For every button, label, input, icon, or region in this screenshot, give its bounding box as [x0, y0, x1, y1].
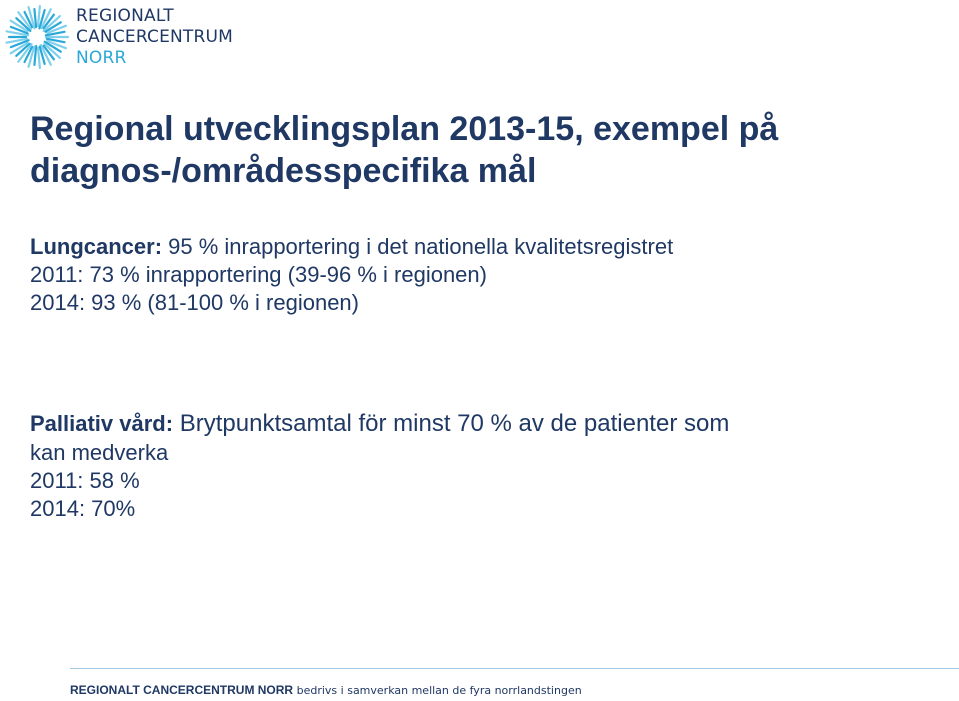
footer [70, 683, 582, 697]
sunburst-icon [2, 2, 72, 72]
palliativ-goal-continued: kan medverka [30, 440, 169, 465]
palliativ-goal-line [30, 409, 729, 439]
logo-wordmark [76, 6, 233, 69]
lungcancer-goal-line [30, 233, 673, 261]
footer-org: REGIONALT CANCERCENTRUM NORR [70, 683, 294, 697]
lungcancer-goal: 95 % inrapportering i det nationella kvalitetsregistret [162, 234, 674, 259]
footer-divider [70, 668, 959, 669]
palliativ-label: Palliativ vård: [30, 411, 174, 436]
lungcancer-2014: 2014: 93 % (81-100 % i regionen) [30, 290, 359, 315]
palliativ-2011: 2011: 58 % [30, 468, 140, 493]
palliativ-section [30, 409, 729, 523]
logo-ray [38, 6, 40, 26]
footer-tagline: bedrivs i samverkan mellan de fyra norrlandstingen [293, 684, 582, 697]
logo-ray [34, 9, 36, 27]
slide-title [30, 108, 778, 192]
lungcancer-section [30, 233, 673, 317]
logo-ray [38, 48, 40, 68]
palliativ-goal: Brytpunktsamtal för minst 70 % av de patienter som [173, 410, 730, 437]
lungcancer-label: Lungcancer: [30, 234, 163, 259]
logo-line-1: REGIONALT [76, 6, 174, 26]
logo-line-3: NORR [76, 48, 127, 68]
palliativ-2014: 2014: 70% [30, 496, 136, 521]
rcc-norr-logo [2, 2, 232, 72]
logo-line-2: CANCERCENTRUM [76, 27, 234, 47]
title-line-1: Regional utvecklingsplan 2013-15, exempel på [30, 110, 779, 148]
title-line-2: diagnos-/områdesspecifika mål [30, 152, 537, 190]
lungcancer-2011: 2011: 73 % inrapportering (39-96 % i regionen) [30, 262, 487, 287]
